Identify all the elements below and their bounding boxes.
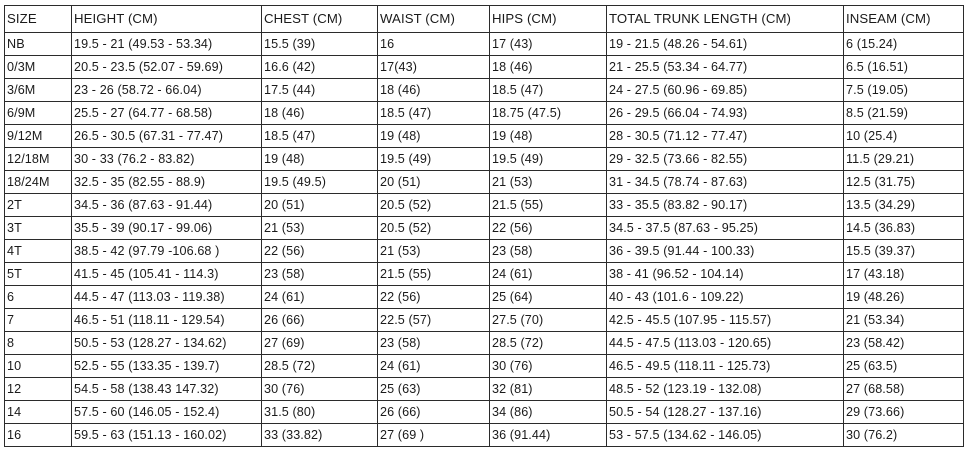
cell-chest: 28.5 (72) [262, 355, 378, 378]
cell-total-trunk-length: 26 - 29.5 (66.04 - 74.93) [607, 102, 844, 125]
cell-chest: 20 (51) [262, 194, 378, 217]
cell-height: 20.5 - 23.5 (52.07 - 59.69) [72, 56, 262, 79]
table-row [5, 378, 964, 401]
header-waist: WAIST (CM) [378, 6, 490, 33]
cell-size: 0/3M [5, 56, 72, 79]
cell-size: 6/9M [5, 102, 72, 125]
cell-waist: 19.5 (49) [378, 148, 490, 171]
size-chart-table [4, 5, 964, 447]
cell-total-trunk-length: 28 - 30.5 (71.12 - 77.47) [607, 125, 844, 148]
cell-chest: 15.5 (39) [262, 33, 378, 56]
table-row [5, 240, 964, 263]
cell-height: 54.5 - 58 (138.43 147.32) [72, 378, 262, 401]
cell-waist: 26 (66) [378, 401, 490, 424]
cell-hips: 23 (58) [490, 240, 607, 263]
cell-waist: 22.5 (57) [378, 309, 490, 332]
table-row [5, 194, 964, 217]
cell-total-trunk-length: 34.5 - 37.5 (87.63 - 95.25) [607, 217, 844, 240]
table-row [5, 263, 964, 286]
cell-waist: 24 (61) [378, 355, 490, 378]
cell-waist: 18 (46) [378, 79, 490, 102]
cell-total-trunk-length: 40 - 43 (101.6 - 109.22) [607, 286, 844, 309]
cell-height: 38.5 - 42 (97.79 -106.68 ) [72, 240, 262, 263]
table-header [5, 6, 964, 33]
table-row [5, 355, 964, 378]
cell-inseam: 17 (43.18) [844, 263, 964, 286]
table-body [5, 33, 964, 447]
cell-waist: 17(43) [378, 56, 490, 79]
table-row [5, 424, 964, 447]
cell-size: 2T [5, 194, 72, 217]
table-row [5, 148, 964, 171]
cell-inseam: 7.5 (19.05) [844, 79, 964, 102]
cell-hips: 19 (48) [490, 125, 607, 148]
cell-inseam: 12.5 (31.75) [844, 171, 964, 194]
cell-size: 4T [5, 240, 72, 263]
cell-total-trunk-length: 33 - 35.5 (83.82 - 90.17) [607, 194, 844, 217]
cell-chest: 31.5 (80) [262, 401, 378, 424]
cell-waist: 18.5 (47) [378, 102, 490, 125]
cell-total-trunk-length: 38 - 41 (96.52 - 104.14) [607, 263, 844, 286]
cell-hips: 30 (76) [490, 355, 607, 378]
cell-height: 32.5 - 35 (82.55 - 88.9) [72, 171, 262, 194]
cell-height: 19.5 - 21 (49.53 - 53.34) [72, 33, 262, 56]
cell-total-trunk-length: 29 - 32.5 (73.66 - 82.55) [607, 148, 844, 171]
cell-total-trunk-length: 53 - 57.5 (134.62 - 146.05) [607, 424, 844, 447]
cell-size: 8 [5, 332, 72, 355]
cell-hips: 21.5 (55) [490, 194, 607, 217]
cell-height: 30 - 33 (76.2 - 83.82) [72, 148, 262, 171]
cell-inseam: 29 (73.66) [844, 401, 964, 424]
cell-inseam: 19 (48.26) [844, 286, 964, 309]
cell-total-trunk-length: 21 - 25.5 (53.34 - 64.77) [607, 56, 844, 79]
header-size: SIZE [5, 6, 72, 33]
cell-waist: 20.5 (52) [378, 194, 490, 217]
cell-height: 26.5 - 30.5 (67.31 - 77.47) [72, 125, 262, 148]
cell-chest: 24 (61) [262, 286, 378, 309]
cell-hips: 18.5 (47) [490, 79, 607, 102]
cell-total-trunk-length: 48.5 - 52 (123.19 - 132.08) [607, 378, 844, 401]
table-row [5, 102, 964, 125]
cell-chest: 30 (76) [262, 378, 378, 401]
cell-chest: 22 (56) [262, 240, 378, 263]
cell-size: 3/6M [5, 79, 72, 102]
cell-total-trunk-length: 46.5 - 49.5 (118.11 - 125.73) [607, 355, 844, 378]
cell-waist: 23 (58) [378, 332, 490, 355]
cell-chest: 19.5 (49.5) [262, 171, 378, 194]
table-row [5, 171, 964, 194]
cell-hips: 28.5 (72) [490, 332, 607, 355]
cell-hips: 22 (56) [490, 217, 607, 240]
cell-height: 41.5 - 45 (105.41 - 114.3) [72, 263, 262, 286]
cell-hips: 18 (46) [490, 56, 607, 79]
cell-size: 6 [5, 286, 72, 309]
cell-height: 25.5 - 27 (64.77 - 68.58) [72, 102, 262, 125]
header-row [5, 6, 964, 33]
header-hips: HIPS (CM) [490, 6, 607, 33]
header-height: HEIGHT (CM) [72, 6, 262, 33]
cell-height: 44.5 - 47 (113.03 - 119.38) [72, 286, 262, 309]
cell-size: NB [5, 33, 72, 56]
cell-hips: 18.75 (47.5) [490, 102, 607, 125]
cell-hips: 17 (43) [490, 33, 607, 56]
cell-inseam: 6 (15.24) [844, 33, 964, 56]
cell-inseam: 15.5 (39.37) [844, 240, 964, 263]
table-row [5, 56, 964, 79]
cell-height: 46.5 - 51 (118.11 - 129.54) [72, 309, 262, 332]
cell-waist: 22 (56) [378, 286, 490, 309]
cell-inseam: 13.5 (34.29) [844, 194, 964, 217]
cell-inseam: 11.5 (29.21) [844, 148, 964, 171]
table-row [5, 125, 964, 148]
cell-size: 12/18M [5, 148, 72, 171]
cell-size: 14 [5, 401, 72, 424]
cell-inseam: 25 (63.5) [844, 355, 964, 378]
cell-total-trunk-length: 42.5 - 45.5 (107.95 - 115.57) [607, 309, 844, 332]
cell-hips: 27.5 (70) [490, 309, 607, 332]
cell-height: 50.5 - 53 (128.27 - 134.62) [72, 332, 262, 355]
cell-waist: 27 (69 ) [378, 424, 490, 447]
table-row [5, 309, 964, 332]
cell-inseam: 30 (76.2) [844, 424, 964, 447]
cell-hips: 21 (53) [490, 171, 607, 194]
cell-chest: 21 (53) [262, 217, 378, 240]
cell-inseam: 6.5 (16.51) [844, 56, 964, 79]
header-total-trunk-length: TOTAL TRUNK LENGTH (CM) [607, 6, 844, 33]
cell-waist: 19 (48) [378, 125, 490, 148]
table-row [5, 332, 964, 355]
cell-total-trunk-length: 19 - 21.5 (48.26 - 54.61) [607, 33, 844, 56]
cell-waist: 16 [378, 33, 490, 56]
cell-inseam: 10 (25.4) [844, 125, 964, 148]
cell-total-trunk-length: 50.5 - 54 (128.27 - 137.16) [607, 401, 844, 424]
cell-chest: 27 (69) [262, 332, 378, 355]
cell-chest: 19 (48) [262, 148, 378, 171]
cell-hips: 19.5 (49) [490, 148, 607, 171]
cell-chest: 33 (33.82) [262, 424, 378, 447]
cell-chest: 23 (58) [262, 263, 378, 286]
table-row [5, 79, 964, 102]
cell-inseam: 21 (53.34) [844, 309, 964, 332]
table-row [5, 33, 964, 56]
cell-size: 9/12M [5, 125, 72, 148]
cell-size: 7 [5, 309, 72, 332]
cell-chest: 17.5 (44) [262, 79, 378, 102]
cell-total-trunk-length: 24 - 27.5 (60.96 - 69.85) [607, 79, 844, 102]
cell-waist: 20 (51) [378, 171, 490, 194]
cell-height: 35.5 - 39 (90.17 - 99.06) [72, 217, 262, 240]
cell-hips: 36 (91.44) [490, 424, 607, 447]
cell-total-trunk-length: 44.5 - 47.5 (113.03 - 120.65) [607, 332, 844, 355]
cell-chest: 18 (46) [262, 102, 378, 125]
cell-waist: 21.5 (55) [378, 263, 490, 286]
cell-size: 18/24M [5, 171, 72, 194]
cell-waist: 25 (63) [378, 378, 490, 401]
cell-hips: 32 (81) [490, 378, 607, 401]
cell-size: 5T [5, 263, 72, 286]
cell-hips: 34 (86) [490, 401, 607, 424]
cell-height: 52.5 - 55 (133.35 - 139.7) [72, 355, 262, 378]
cell-chest: 18.5 (47) [262, 125, 378, 148]
cell-size: 10 [5, 355, 72, 378]
cell-height: 34.5 - 36 (87.63 - 91.44) [72, 194, 262, 217]
cell-size: 3T [5, 217, 72, 240]
cell-height: 23 - 26 (58.72 - 66.04) [72, 79, 262, 102]
cell-waist: 21 (53) [378, 240, 490, 263]
cell-chest: 26 (66) [262, 309, 378, 332]
cell-total-trunk-length: 36 - 39.5 (91.44 - 100.33) [607, 240, 844, 263]
cell-total-trunk-length: 31 - 34.5 (78.74 - 87.63) [607, 171, 844, 194]
table-row [5, 401, 964, 424]
table-row [5, 217, 964, 240]
cell-height: 59.5 - 63 (151.13 - 160.02) [72, 424, 262, 447]
cell-chest: 16.6 (42) [262, 56, 378, 79]
cell-inseam: 27 (68.58) [844, 378, 964, 401]
cell-size: 16 [5, 424, 72, 447]
cell-height: 57.5 - 60 (146.05 - 152.4) [72, 401, 262, 424]
cell-inseam: 8.5 (21.59) [844, 102, 964, 125]
cell-inseam: 14.5 (36.83) [844, 217, 964, 240]
header-chest: CHEST (CM) [262, 6, 378, 33]
cell-inseam: 23 (58.42) [844, 332, 964, 355]
cell-hips: 25 (64) [490, 286, 607, 309]
table-row [5, 286, 964, 309]
cell-size: 12 [5, 378, 72, 401]
cell-hips: 24 (61) [490, 263, 607, 286]
cell-waist: 20.5 (52) [378, 217, 490, 240]
header-inseam: INSEAM (CM) [844, 6, 964, 33]
